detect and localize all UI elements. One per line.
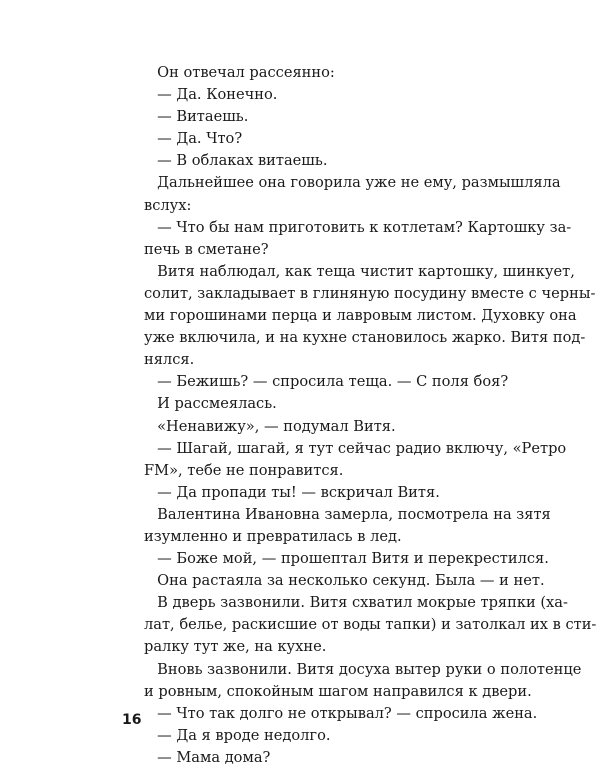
text-line: FM», тебе не понравится. <box>144 461 344 479</box>
text-line: — Витаешь. <box>157 108 249 126</box>
text-line: — Что бы нам приготовить к котлетам? Картошку за- <box>157 218 572 236</box>
text-line: — Что так долго не открывал? — спросила жена. <box>157 704 538 722</box>
text-line: печь в сметане? <box>144 240 269 258</box>
text-line: — Да. Конечно. <box>157 86 278 104</box>
page-number: 16 <box>122 712 142 728</box>
text-line: И рассмеялась. <box>157 395 277 413</box>
text-line: — В облаках витаешь. <box>157 152 328 170</box>
text-line: В дверь зазвонили. Витя схватил мокрые тряпки (ха- <box>157 594 568 612</box>
text-line: Витя наблюдал, как теща чистит картошку, шинкует, <box>157 262 575 280</box>
text-line: — Бежишь? — спросила теща. — С поля боя? <box>157 373 509 391</box>
text-line: «Ненавижу», — подумал Витя. <box>157 417 396 435</box>
text-line: вслух: <box>144 196 192 214</box>
text-line: — Шагай, шагай, я тут сейчас радио включу, «Ретро <box>157 439 567 457</box>
text-line: Она растаяла за несколько секунд. Была — и нет. <box>157 572 545 590</box>
text-line: Вновь зазвонили. Витя досуха вытер руки о полотенце <box>157 660 582 678</box>
text-line: — Мама дома? <box>157 748 271 766</box>
text-line: ми горошинами перца и лавровым листом. Духовку она <box>144 307 577 325</box>
text-line: — Да. Что? <box>157 130 243 148</box>
text-line: изумленно и превратилась в лед. <box>144 527 402 545</box>
text-line: лат, белье, раскисшие от воды тапки) и затолкал их в сти- <box>144 616 597 634</box>
text-line: Валентина Ивановна замерла, посмотрела на зятя <box>157 505 551 523</box>
text-line: ралку тут же, на кухне. <box>144 638 327 656</box>
text-line: Он отвечал рассеянно: <box>157 64 335 81</box>
text-line: уже включила, и на кухне становилось жарко. Витя под- <box>144 329 586 347</box>
text-line: — Боже мой, — прошептал Витя и перекрестился. <box>157 550 549 568</box>
text-line: — Да я вроде недолго. <box>157 726 331 744</box>
text-line: и ровным, спокойным шагом направился к двери. <box>144 682 532 700</box>
text-line: Дальнейшее она говорила уже не ему, размышляла <box>157 174 561 192</box>
text-line: нялся. <box>144 351 195 369</box>
body-text <box>144 62 597 769</box>
text-line: — Да пропади ты! — вскричал Витя. <box>157 483 440 501</box>
text-line: солит, закладывает в глиняную посудину вместе с черны- <box>144 284 596 302</box>
